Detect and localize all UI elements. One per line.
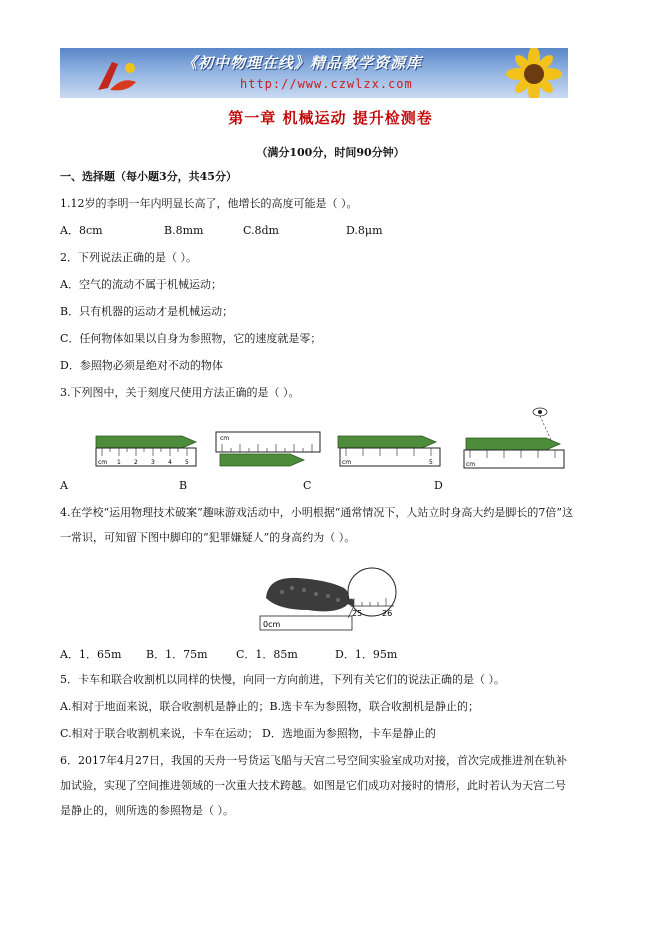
exam-info: （满分100分，时间90分钟） bbox=[256, 146, 405, 159]
q2-option-c: C．任何物体如果以自身为参照物，它的速度就是零； bbox=[60, 332, 322, 345]
banner-title: 《初中物理在线》精品教学资源库 bbox=[182, 54, 423, 72]
q2-option-b: B．只有机器的运动才是机械运动； bbox=[60, 305, 234, 318]
q3-label-c: C bbox=[303, 479, 312, 492]
ruler-figure-a bbox=[94, 426, 198, 468]
eye-icon bbox=[533, 408, 547, 416]
ruler-a-unit: cm bbox=[98, 459, 108, 466]
ruler-figure-d bbox=[460, 404, 568, 470]
q6-line1: 6．2017年4月27日，我国的天舟一号货运飞船与天宫二号空间实验室成功对接，首次完成推进剂在轨补 bbox=[60, 754, 567, 767]
header-banner bbox=[60, 48, 568, 98]
q1-option-a: A．8cm bbox=[60, 224, 103, 237]
q2-option-a: A．空气的流动不属于机械运动； bbox=[60, 278, 222, 291]
q4-stem-line1: 4.在学校“运用物理技术破案”趣味游戏活动中，小明根据“通常情况下，人站立时身高大约是脚长的7倍”这 bbox=[60, 506, 573, 519]
ruler-a-tick: 1 bbox=[117, 459, 121, 466]
q3-label-d: D bbox=[434, 479, 443, 492]
q4-option-b: B．1．75m bbox=[146, 648, 208, 661]
banner-url[interactable]: http://www.czwlzx.com bbox=[240, 77, 413, 91]
q6-line3: 是静止的，则所选的参照物是（ ）。 bbox=[60, 804, 234, 817]
q1-stem: 1.12岁的李明一年内明显长高了，他增长的高度可能是（ ）。 bbox=[60, 197, 358, 210]
ruler-c-tick: 5 bbox=[429, 459, 433, 466]
ruler-figure-b bbox=[214, 430, 324, 470]
q5-stem: 5．卡车和联合收割机以同样的快慢，向同一方向前进，下列有关它们的说法正确的是（ ）。 bbox=[60, 673, 505, 686]
q2-option-d: D．参照物必须是绝对不动的物体 bbox=[60, 359, 223, 372]
magnifier-left-tick: 25 bbox=[352, 609, 363, 618]
ruler-d-unit: cm bbox=[466, 461, 476, 468]
sunflower-icon bbox=[498, 48, 568, 98]
q3-label-b: B bbox=[179, 479, 188, 492]
q4-option-c: C．1．85m bbox=[236, 648, 298, 661]
q1-option-d: D.8μm bbox=[346, 224, 383, 237]
magnifier-right-tick: 26 bbox=[382, 609, 393, 618]
ruler-figure-c bbox=[336, 432, 444, 470]
ruler-a-tick: 4 bbox=[168, 459, 172, 466]
q4-stem-line2: 一常识，可知留下图中脚印的“犯罪嫌疑人”的身高约为（ ）。 bbox=[60, 531, 356, 544]
q1-option-c: C.8dm bbox=[243, 224, 279, 237]
ruler-c-unit: cm bbox=[342, 459, 352, 466]
q6-line2: 加试验，实现了空间推进领域的一次重大技术跨越。如图是它们成功对接时的情形，此时若认为天宫二号 bbox=[60, 779, 566, 792]
q3-stem: 3.下列图中，关于刻度尺使用方法正确的是（ ）。 bbox=[60, 386, 300, 399]
scale-zero-label: 0cm bbox=[263, 620, 281, 629]
q4-option-a: A．1．65m bbox=[60, 648, 122, 661]
site-logo-icon bbox=[90, 54, 150, 96]
q2-stem: 2．下列说法正确的是（ ）。 bbox=[60, 251, 197, 264]
q1-option-b: B.8mm bbox=[164, 224, 204, 237]
q5-options-ab: A.相对于地面来说，联合收割机是静止的；B.选卡车为参照物，联合收割机是静止的； bbox=[60, 700, 480, 713]
q3-label-a: A bbox=[60, 479, 68, 492]
section-heading: 一、选择题（每小题3分，共45分） bbox=[60, 170, 237, 183]
ruler-b-unit: cm bbox=[220, 435, 230, 442]
q4-option-d: D．1．95m bbox=[335, 648, 398, 661]
ruler-a-tick: 3 bbox=[151, 459, 155, 466]
page-title: 第一章 机械运动 提升检测卷 bbox=[228, 109, 433, 127]
ruler-a-tick: 5 bbox=[185, 459, 189, 466]
ruler-a-tick: 2 bbox=[134, 459, 138, 466]
footprint-figure bbox=[258, 566, 408, 632]
q5-options-cd: C.相对于联合收割机来说，卡车在运动； D．选地面为参照物，卡车是静止的 bbox=[60, 727, 436, 740]
